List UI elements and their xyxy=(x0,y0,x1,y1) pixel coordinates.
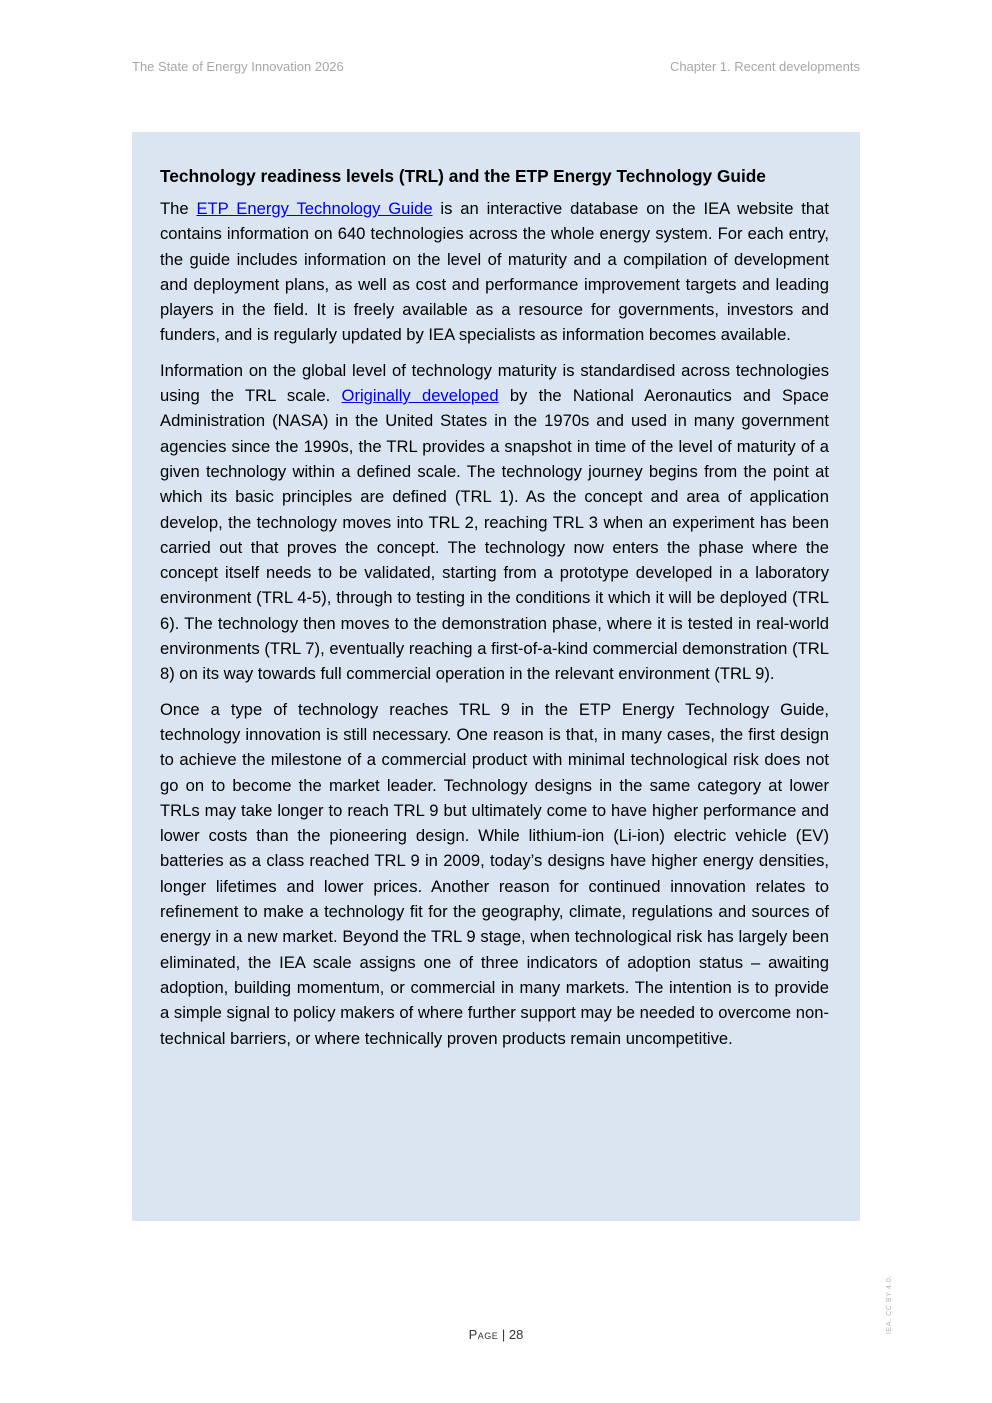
paragraph-etp-guide xyxy=(160,196,829,348)
page-number-value: 28 xyxy=(508,1327,524,1342)
chapter-title: Chapter 1. Recent developments xyxy=(669,59,860,74)
running-header xyxy=(132,58,860,76)
license-note: IEA. CC BY 4.0. xyxy=(886,1274,893,1334)
paragraph-text: by the National Aeronautics and Space Administration (NASA) in the United States in the 1970s and used in many government agencies since the 1990s, the TRL provides a snapshot in time of the level of maturity of a given technology within a defined scale. The technology journey begins from the point at which its basic principles are defined (TRL 1). As the concept and area of application develop, the technology moves into TRL 2, reaching TRL 3 when an experiment has been carried out that proves the concept. The technology now enters the phase where the concept itself needs to be validated, starting from a prototype developed in a laboratory environment (TRL 4-5), through to testing in the conditions it which it will be deployed (TRL 6). The technology then moves to the demonstration phase, where it is tested in real-world environments (TRL 7), eventually reaching a first-of-a-kind commercial demonstration (TRL 8) on its way towards full commercial operation in the relevant environment (TRL 9). xyxy=(160,386,830,684)
document-title: The State of Energy Innovation 2026 xyxy=(132,59,344,74)
info-box xyxy=(132,132,860,1221)
paragraph-trl-scale xyxy=(160,358,829,687)
etp-guide-link[interactable]: ETP Energy Technology Guide xyxy=(196,199,433,218)
box-title: Technology readiness levels (TRL) and the ETP Energy Technology Guide xyxy=(160,166,766,186)
page-separator: | xyxy=(498,1327,509,1342)
originally-developed-link[interactable]: Originally developed xyxy=(341,386,499,406)
paragraph-continued-innovation: Once a type of technology reaches TRL 9 in the ETP Energy Technology Guide, technology innovation is still necessary. One reason is that, in many cases, the first design to achieve the milestone of a commercial product with minimal technological risk does not go on to become the market leader. Technology designs in the same category at lower TRLs may take longer to reach TRL 9 but ultimately come to have higher performance and lower costs than the pioneering design. While lithium-ion (Li-ion) electric vehicle (EV) batteries as a class reached TRL 9 in 2009, today’s designs have higher energy densities, longer lifetimes and lower prices. Another reason for continued innovation relates to refinement to make a technology fit for the geography, climate, regulations and sources of energy in a new market. Beyond the TRL 9 stage, when technological risk has largely been eliminated, the IEA scale assigns one of three indicators of adoption status – awaiting adoption, building momentum, or commercial in many markets. The intention is to provide a simple signal to policy makers of where further support may be needed to overcome non-technical barriers, or where technically proven products remain uncompetitive. xyxy=(160,699,829,1048)
page-label: Page xyxy=(468,1327,499,1342)
paragraph-text: is an interactive database on the IEA website that contains information on 640 technologies across the whole energy system. For each entry, the guide includes information on the level of maturity and a compilation of development and deployment plans, as well as cost and performance improvement targets and leading players in the field. It is freely available as a resource for governments, investors and funders, and is regularly updated by IEA specialists as information becomes available. xyxy=(160,199,829,345)
paragraph-text: Information on the global level of technology maturity is standardised across technologies using the TRL scale. xyxy=(160,360,829,406)
page-number xyxy=(0,1326,992,1344)
paragraph-text: The xyxy=(160,199,197,218)
